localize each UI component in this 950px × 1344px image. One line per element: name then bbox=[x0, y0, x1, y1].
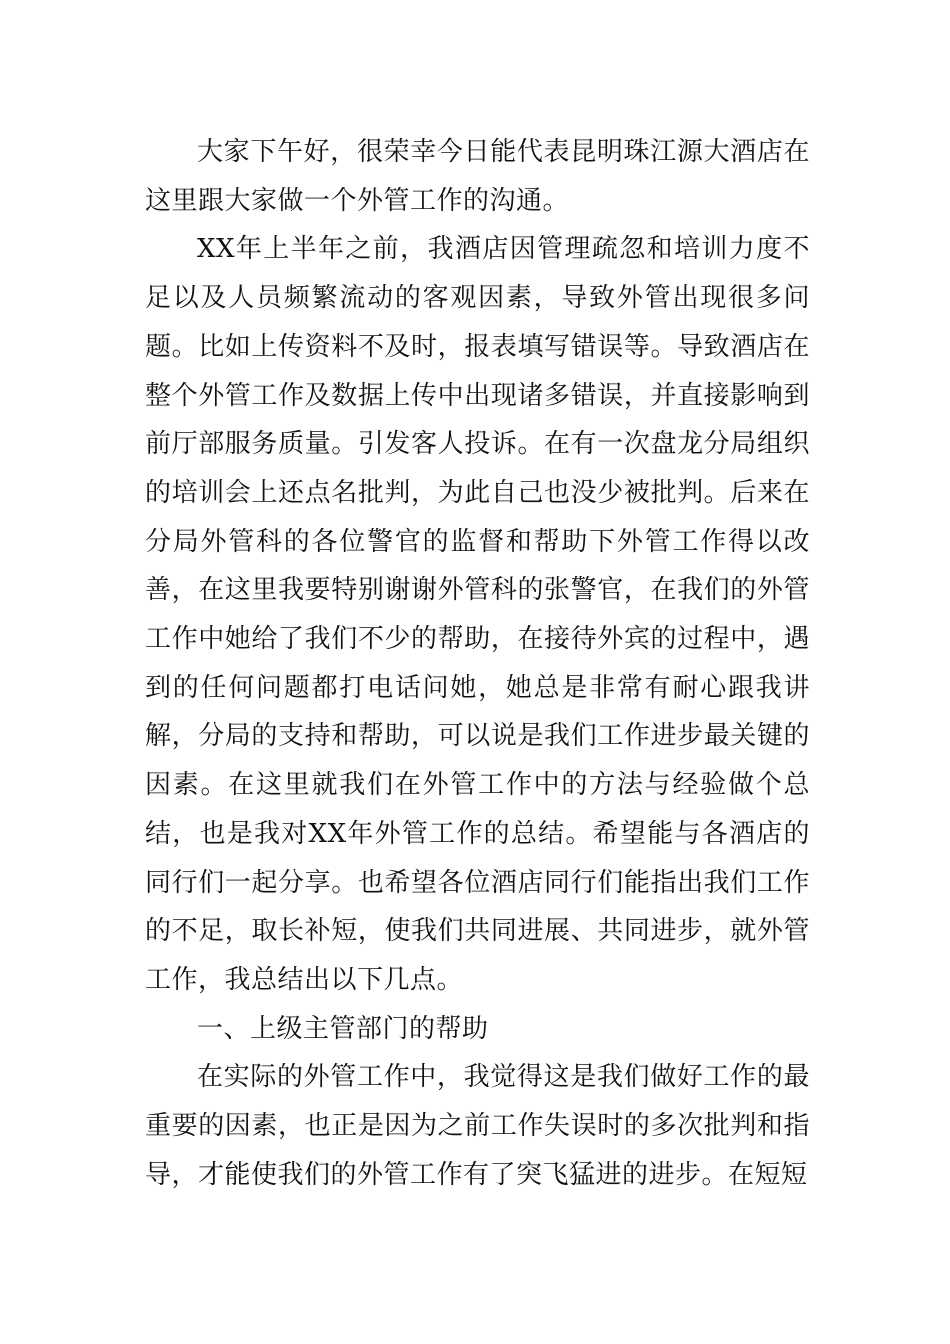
document-body bbox=[145, 128, 810, 1199]
section-heading: 一、上级主管部门的帮助 bbox=[197, 1013, 489, 1044]
paragraph-greeting: 大家下午好，很荣幸今日能代表昆明珠江源大酒店在这里跟大家做一个外管工作的沟通。 bbox=[145, 137, 810, 216]
paragraph-background: XX年上半年之前，我酒店因管理疏忽和培训力度不足以及人员频繁流动的客观因素，导致外管出现很多问题。比如上传资料不及时，报表填写错误等。导致酒店在整个外管工作及数据上传中出现诸多错误，并直接影响到前厅部服务质量。引发客人投诉。在有一次盘龙分局组织的培训会上还点名批判，为此自己也没少被批判。后来在分局外管科的各位警官的监督和帮助下外管工作得以改善，在这里我要特别谢谢外管科的张警官，在我们的外管工作中她给了我们不少的帮助，在接待外宾的过程中，遇到的任何问题都打电话问她，她总是非常有耐心跟我讲解，分局的支持和帮助，可以说是我们工作进步最关键的因素。在这里就我们在外管工作中的方法与经验做个总结，也是我对XX年外管工作的总结。希望能与各酒店的同行们一起分享。也希望各位酒店同行们能指出我们工作的不足，取长补短，使我们共同进展、共同进步，就外管工作，我总结出以下几点。 bbox=[145, 234, 810, 995]
paragraph-section-one: 在实际的外管工作中，我觉得这是我们做好工作的最重要的因素，也正是因为之前工作失误时的多次批判和指导，才能使我们的外管工作有了突飞猛进的进步。在短短 bbox=[145, 1062, 810, 1190]
